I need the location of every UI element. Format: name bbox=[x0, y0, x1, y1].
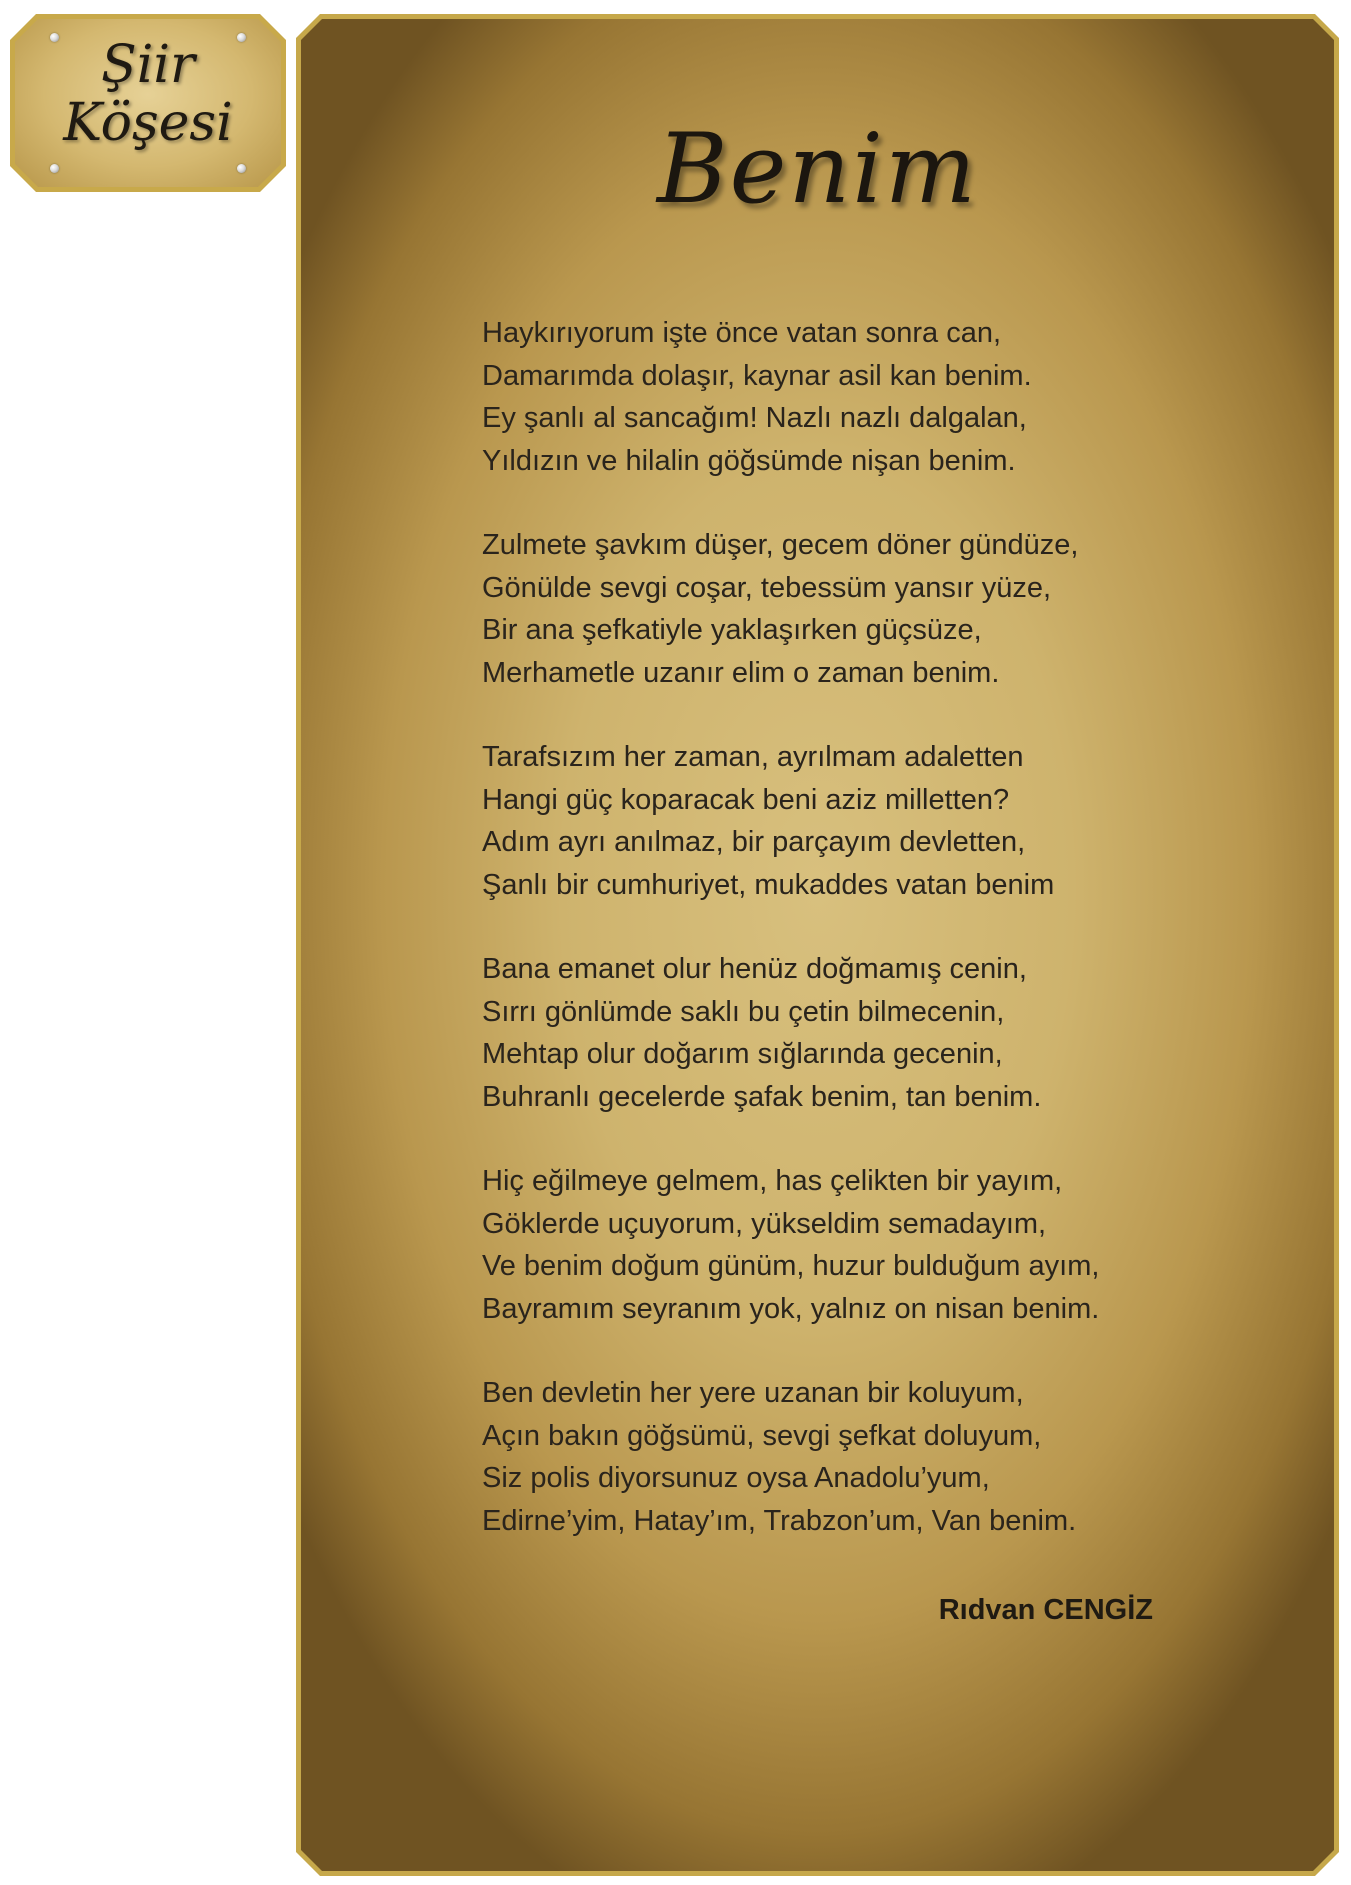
poem-line: Bayramım seyranım yok, yalnız on nisan benim. bbox=[482, 1292, 1100, 1325]
poem-line: Buhranlı gecelerde şafak benim, tan benim. bbox=[482, 1080, 1042, 1113]
poem-line: Sırrı gönlümde saklı bu çetin bilmecenin, bbox=[482, 995, 1005, 1028]
poem-line: Ben devletin her yere uzanan bir koluyum, bbox=[482, 1377, 1024, 1409]
poem-stanza-1 bbox=[482, 312, 1182, 482]
poem-line: Damarımda dolaşır, kaynar asil kan benim. bbox=[482, 359, 1032, 392]
poem-author: Rıdvan CENGİZ bbox=[938, 1594, 1153, 1626]
poem-line: Mehtap olur doğarım sığlarında gecenin, bbox=[482, 1038, 1003, 1070]
poem-line: Gönülde sevgi coşar, tebessüm yansır yüze, bbox=[482, 571, 1052, 604]
badge-title bbox=[10, 36, 286, 152]
poem-line: Ve benim doğum günüm, huzur bulduğum ayım, bbox=[482, 1250, 1100, 1282]
poem-line: Hiç eğilmeye gelmem, has çelikten bir yayım, bbox=[482, 1165, 1063, 1197]
poem-body bbox=[482, 312, 1182, 1584]
poem-line: Açın bakın göğsümü, sevgi şefkat doluyum, bbox=[482, 1419, 1042, 1452]
poem-line: Şanlı bir cumhuriyet, mukaddes vatan benim bbox=[482, 868, 1055, 901]
poem-line: Edirne’yim, Hatay’ım, Trabzon’um, Van benim. bbox=[482, 1504, 1077, 1537]
poem-stanza-3 bbox=[482, 736, 1182, 906]
poem-line: Zulmete şavkım düşer, gecem döner gündüze, bbox=[482, 529, 1079, 561]
poem-line: Merhametle uzanır elim o zaman benim. bbox=[482, 656, 1000, 689]
rivet-icon bbox=[237, 164, 246, 173]
rivet-icon bbox=[50, 164, 59, 173]
poem-stanza-4 bbox=[482, 948, 1182, 1118]
section-badge bbox=[10, 14, 286, 192]
poem-line: Siz polis diyorsunuz oysa Anadolu’yum, bbox=[482, 1462, 990, 1494]
poem-line: Yıldızın ve hilalin göğsümde nişan benim. bbox=[482, 444, 1016, 477]
poem-line: Bana emanet olur henüz doğmamış cenin, bbox=[482, 953, 1027, 985]
poem-stanza-6 bbox=[482, 1372, 1182, 1542]
poem-line: Tarafsızım her zaman, ayrılmam adaletten bbox=[482, 741, 1024, 773]
poem-panel bbox=[296, 14, 1339, 1876]
poem-line: Bir ana şefkatiyle yaklaşırken güçsüze, bbox=[482, 614, 982, 646]
poem-stanza-2 bbox=[482, 524, 1182, 694]
badge-title-line1: Şiir bbox=[101, 35, 195, 95]
poem-line: Göklerde uçuyorum, yükseldim semadayım, bbox=[482, 1207, 1047, 1240]
poem-line: Adım ayrı anılmaz, bir parçayım devletten, bbox=[482, 826, 1026, 858]
badge-title-line2: Köşesi bbox=[63, 93, 233, 153]
poem-line: Haykırıyorum işte önce vatan sonra can, bbox=[482, 317, 1002, 349]
poem-line: Hangi güç koparacak beni aziz milletten? bbox=[482, 783, 1010, 816]
poem-title: Benim bbox=[657, 113, 978, 225]
poem-stanza-5 bbox=[482, 1160, 1182, 1330]
poem-line: Ey şanlı al sancağım! Nazlı nazlı dalgalan, bbox=[482, 402, 1027, 434]
